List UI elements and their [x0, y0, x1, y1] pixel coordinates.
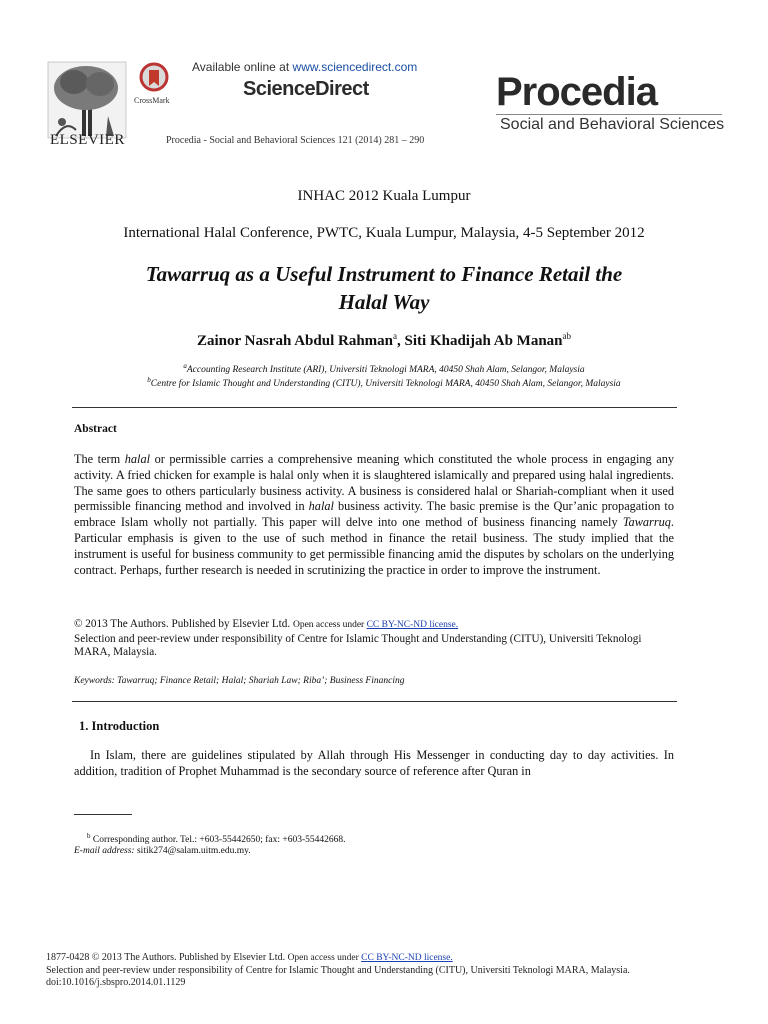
review-text: Selection and peer-review under responsibility of Centre for Islamic Thought and Understanding (CITU), Universiti Teknologi MARA, Malaysia. [74, 632, 642, 658]
paper-title [74, 260, 694, 316]
abstract-text-c: business activity. The basic premise is the Qur’anic propagation to embrace Islam wholly not partially. This paper will delve into one method of business financing namely [74, 499, 674, 530]
affiliation-b [0, 376, 768, 389]
introduction-body [74, 748, 674, 780]
abstract-tawarruq-term: Tawarruq [622, 515, 671, 530]
keywords: Keywords: Tawarruq; Finance Retail; Halal; Shariah Law; Riba’; Business Financing [74, 676, 405, 686]
sciencedirect-url-link[interactable]: www.sciencedirect.com [292, 60, 418, 74]
abstract-text-b: or permissible carries a comprehensive meaning which constituted the whole process in engaging any activity. A fried chicken for example is halal only when it is slaughtered islamically and prepared using halal ingredients. The same goes to others particularly business activity. A business is considered halal or Shariah-compliant when it used permissible financing method and involved in [74, 452, 674, 514]
journal-reference: Procedia - Social and Behavioral Sciences 121 (2014) 281 – 290 [166, 135, 425, 146]
crossmark-label: CrossMark [134, 96, 170, 105]
abstract-heading: Abstract [74, 423, 117, 435]
footer-open-access: Open access under [287, 953, 362, 963]
title-line-2: Halal Way [338, 290, 430, 314]
procedia-subtitle: Social and Behavioral Sciences [500, 116, 725, 133]
affil-a-mark: a [183, 362, 187, 370]
affil-b-text: Centre for Islamic Thought and Understanding (CITU), Universiti Teknologi MARA, 40450 Shah Alam, Selangor, Malaysia [150, 379, 621, 390]
footnote-email [74, 846, 251, 856]
footnote-divider [74, 814, 132, 815]
footer-doi[interactable]: doi:10.1016/j.sbspro.2014.01.1129 [46, 977, 186, 988]
email-address[interactable]: sitik274@salam.uitm.edu.my. [134, 846, 251, 856]
abstract-text-a: The term [74, 452, 125, 466]
footnote-mark: b [87, 832, 91, 840]
mid-divider [72, 701, 677, 702]
copyright-text: © 2013 The Authors. Published by Elsevier Ltd. [74, 618, 293, 630]
abstract-body [74, 452, 674, 578]
author-separator: , [397, 333, 405, 349]
sciencedirect-title: ScienceDirect [243, 78, 369, 100]
abstract-halal-term-2: halal [308, 499, 334, 514]
license-link[interactable]: CC BY-NC-ND license. [366, 620, 459, 630]
available-prefix: Available online at [192, 60, 293, 74]
open-access-text: Open access under [292, 620, 367, 630]
procedia-divider [496, 114, 722, 115]
procedia-logo-title: Procedia [496, 70, 657, 114]
author-1-affil-mark: a [393, 331, 398, 341]
author-1: Zainor Nasrah Abdul Rahman [196, 333, 394, 349]
title-line-1: Tawarruq as a Useful Instrument to Finance Retail the [145, 262, 623, 286]
page-footer [46, 952, 666, 990]
footer-review: Selection and peer-review under responsibility of Centre for Islamic Thought and Understanding (CITU), Universiti Teknologi MARA, Malaysia. [46, 964, 630, 976]
conference-full: International Halal Conference, PWTC, Kuala Lumpur, Malaysia, 4-5 September 2012 [123, 225, 645, 241]
email-label: E-mail address: [74, 846, 135, 856]
affil-a-text: Accounting Research Institute (ARI), Universiti Teknologi MARA, 40450 Shah Alam, Selangor, Malaysia [186, 365, 585, 376]
footnote-corresponding-text: Corresponding author. Tel.: +603-55442650; fax: +603-55442668. [90, 835, 346, 846]
abstract-text-d: . Particular emphasis is given to the use of such method in finance the retail business. The study implied that the instrument is useful for business community to get permissible financing amid the disputes by scholars on the underlying contract. Perhaps, further research is needed in scrutinizing the practice in order to improve the instrument. [74, 515, 674, 577]
author-2: Siti Khadijah Ab Manan [404, 333, 563, 349]
affiliation-a [0, 362, 768, 375]
crossmark-icon[interactable] [139, 62, 169, 96]
publisher-name: ELSEVIER [50, 132, 125, 148]
conference-short: INHAC 2012 Kuala Lumpur [297, 188, 471, 204]
copyright-block [74, 618, 674, 660]
author-list [0, 331, 768, 350]
available-online [192, 60, 417, 74]
footnote-corresponding [87, 832, 346, 845]
author-2-affil-mark: ab [562, 331, 571, 341]
section-heading-introduction: 1. Introduction [79, 719, 160, 733]
abstract-halal-term: halal [124, 452, 151, 466]
affil-b-mark: b [147, 376, 151, 384]
footer-issn: 1877-0428 © 2013 The Authors. Published by Elsevier Ltd. [46, 952, 288, 963]
introduction-text: In Islam, there are guidelines stipulated by Allah through His Messenger in conducting day to day activities. In addition, tradition of Prophet Muhammad is the secondary source of reference after Quran in [74, 748, 674, 778]
footer-license-link[interactable]: CC BY-NC-ND license. [361, 953, 453, 963]
top-divider [72, 407, 677, 408]
